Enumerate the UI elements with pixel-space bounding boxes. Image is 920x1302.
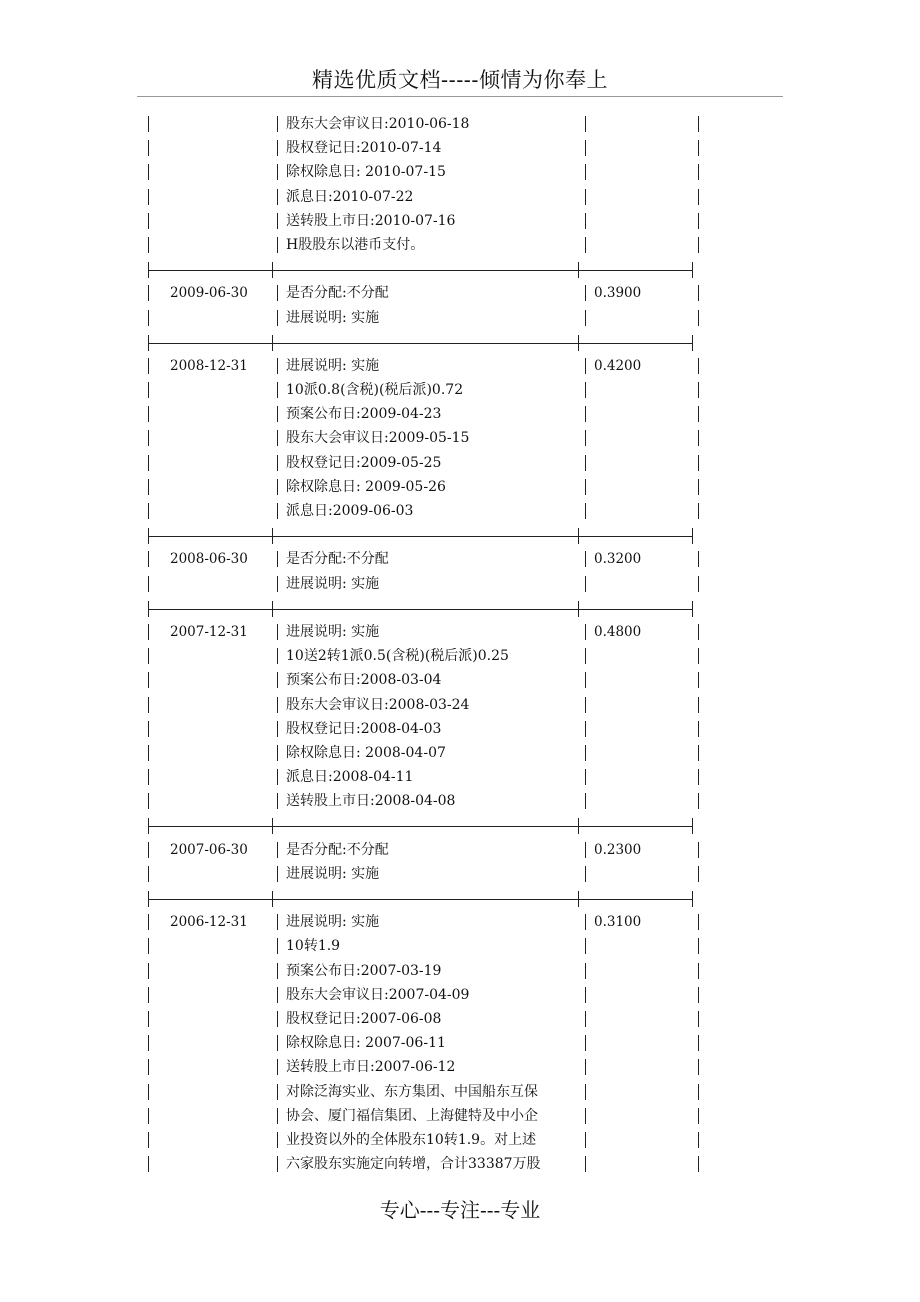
column-border	[698, 310, 699, 326]
distribution-note: 10送2转1派0.5(含税)(税后派)0.25	[286, 648, 509, 665]
column-border	[148, 1108, 149, 1124]
column-border	[148, 116, 149, 132]
distribution-note: 股东大会审议日:2007-04-09	[286, 986, 470, 1003]
report-date: 2008-06-30	[170, 551, 248, 568]
distribution-note: 是否分配:不分配	[286, 551, 389, 568]
column-border	[698, 1084, 699, 1100]
separator-tick	[148, 262, 149, 278]
column-border	[277, 310, 278, 326]
table-row	[0, 983, 920, 1007]
per-share-value: 0.4200	[594, 357, 642, 374]
column-border	[148, 672, 149, 688]
column-border	[277, 745, 278, 761]
column-border	[277, 551, 278, 567]
column-border	[698, 576, 699, 592]
column-border	[148, 503, 149, 519]
row-separator	[0, 257, 920, 281]
table-row	[0, 620, 920, 644]
table-row	[0, 934, 920, 958]
table-row	[0, 209, 920, 233]
distribution-note: 派息日:2008-04-11	[286, 769, 414, 786]
column-border	[277, 1132, 278, 1148]
column-border	[277, 382, 278, 398]
distribution-note: 除权除息日: 2007-06-11	[286, 1035, 446, 1052]
column-border	[148, 479, 149, 495]
table-row	[0, 1104, 920, 1128]
column-border	[698, 1108, 699, 1124]
distribution-note: 业投资以外的全体股东10转1.9。对上述	[286, 1131, 537, 1148]
distribution-note: 股东大会审议日:2010-06-18	[286, 116, 470, 132]
dividend-table	[0, 112, 920, 1176]
table-row	[0, 306, 920, 330]
separator-tick	[272, 335, 273, 351]
distribution-note: 股权登记日:2010-07-14	[286, 140, 442, 157]
column-border	[698, 430, 699, 446]
column-border	[277, 479, 278, 495]
table-row	[0, 136, 920, 160]
column-border	[148, 938, 149, 954]
distribution-note: 股东大会审议日:2008-03-24	[286, 696, 470, 713]
per-share-value: 0.4800	[594, 623, 642, 640]
column-border	[277, 358, 278, 374]
column-border	[148, 164, 149, 180]
column-border	[148, 285, 149, 301]
distribution-note: 六家股东实施定向转增，合计33387万股	[286, 1156, 541, 1173]
column-border	[148, 455, 149, 471]
column-border	[698, 914, 699, 930]
column-border	[277, 1059, 278, 1075]
distribution-note: H股股东以港币支付。	[286, 236, 425, 253]
table-row	[0, 789, 920, 813]
table-row	[0, 185, 920, 209]
table-row	[0, 644, 920, 668]
column-border	[277, 866, 278, 882]
distribution-note: 派息日:2010-07-22	[286, 188, 414, 205]
column-border	[277, 237, 278, 253]
row-separator	[0, 886, 920, 910]
table-row	[0, 741, 920, 765]
separator-tick	[272, 601, 273, 617]
column-border	[148, 1156, 149, 1172]
column-border	[698, 987, 699, 1003]
distribution-note: 协会、厦门福信集团、上海健特及中小企	[286, 1107, 538, 1124]
row-separator	[0, 596, 920, 620]
separator-tick	[692, 335, 693, 351]
column-border	[277, 624, 278, 640]
column-border	[698, 140, 699, 156]
column-border	[148, 551, 149, 567]
column-border	[277, 140, 278, 156]
column-border	[277, 648, 278, 664]
distribution-note: 10派0.8(含税)(税后派)0.72	[286, 382, 464, 399]
column-border	[277, 938, 278, 954]
distribution-note: 除权除息日: 2010-07-15	[286, 164, 446, 181]
separator-tick	[272, 528, 273, 544]
column-border	[698, 648, 699, 664]
distribution-note: 预案公布日:2008-03-04	[286, 672, 442, 689]
column-border	[148, 237, 149, 253]
column-border	[698, 358, 699, 374]
column-border	[698, 116, 699, 132]
column-border	[148, 406, 149, 422]
column-border	[698, 769, 699, 785]
column-border	[277, 697, 278, 713]
column-border	[698, 1156, 699, 1172]
separator-tick	[148, 818, 149, 834]
table-row	[0, 1055, 920, 1079]
column-border	[277, 672, 278, 688]
per-share-value: 0.3200	[594, 551, 642, 568]
report-date: 2009-06-30	[170, 285, 248, 302]
separator-line	[148, 609, 692, 610]
column-border	[148, 987, 149, 1003]
column-border	[148, 382, 149, 398]
column-border	[698, 745, 699, 761]
column-border	[698, 164, 699, 180]
column-border	[148, 697, 149, 713]
table-row	[0, 426, 920, 450]
column-border	[148, 842, 149, 858]
column-border	[277, 914, 278, 930]
column-border	[148, 769, 149, 785]
table-row	[0, 499, 920, 523]
column-border	[277, 1011, 278, 1027]
column-border	[148, 310, 149, 326]
column-border	[148, 1011, 149, 1027]
column-border	[277, 1108, 278, 1124]
separator-tick	[692, 262, 693, 278]
distribution-note: 送转股上市日:2008-04-08	[286, 793, 456, 810]
column-border	[148, 430, 149, 446]
table-row	[0, 1031, 920, 1055]
column-border	[148, 648, 149, 664]
distribution-note: 股权登记日:2008-04-03	[286, 720, 442, 737]
column-border	[277, 503, 278, 519]
distribution-note: 进展说明: 实施	[286, 865, 380, 882]
distribution-note: 进展说明: 实施	[286, 623, 380, 640]
separator-tick	[272, 818, 273, 834]
distribution-note: 除权除息日: 2009-05-26	[286, 478, 446, 495]
distribution-note: 送转股上市日:2007-06-12	[286, 1059, 456, 1076]
table-row	[0, 160, 920, 184]
column-border	[148, 1059, 149, 1075]
column-border	[148, 358, 149, 374]
separator-tick	[148, 601, 149, 617]
table-row	[0, 910, 920, 934]
column-border	[698, 963, 699, 979]
separator-tick	[272, 262, 273, 278]
table-row	[0, 378, 920, 402]
separator-line	[148, 826, 692, 827]
distribution-note: 派息日:2009-06-03	[286, 503, 414, 519]
column-border	[698, 213, 699, 229]
column-border	[148, 624, 149, 640]
separator-tick	[578, 528, 579, 544]
column-border	[698, 237, 699, 253]
report-date: 2007-06-30	[170, 841, 248, 858]
column-border	[698, 866, 699, 882]
column-border	[698, 189, 699, 205]
table-row	[0, 1007, 920, 1031]
column-border	[277, 406, 278, 422]
column-border	[277, 430, 278, 446]
table-row	[0, 717, 920, 741]
distribution-note: 是否分配:不分配	[286, 285, 389, 302]
table-row	[0, 862, 920, 886]
distribution-note: 对除泛海实业、东方集团、中国船东互保	[286, 1083, 538, 1100]
column-border	[148, 140, 149, 156]
column-border	[148, 189, 149, 205]
separator-tick	[692, 891, 693, 907]
column-border	[698, 672, 699, 688]
separator-line	[148, 270, 692, 271]
report-date: 2007-12-31	[170, 623, 248, 640]
separator-tick	[148, 335, 149, 351]
column-border	[148, 914, 149, 930]
separator-tick	[578, 335, 579, 351]
column-border	[277, 455, 278, 471]
distribution-note: 进展说明: 实施	[286, 914, 380, 931]
separator-tick	[692, 601, 693, 617]
distribution-note: 送转股上市日:2010-07-16	[286, 212, 456, 229]
column-border	[277, 213, 278, 229]
distribution-note: 是否分配:不分配	[286, 841, 389, 858]
column-border	[148, 213, 149, 229]
report-date: 2008-12-31	[170, 357, 248, 374]
separator-tick	[692, 818, 693, 834]
distribution-note: 预案公布日:2007-03-19	[286, 962, 442, 979]
column-border	[698, 938, 699, 954]
table-row	[0, 765, 920, 789]
distribution-note: 进展说明: 实施	[286, 357, 380, 374]
column-border	[277, 793, 278, 809]
table-row	[0, 693, 920, 717]
column-border	[277, 769, 278, 785]
column-border	[148, 1132, 149, 1148]
column-border	[277, 987, 278, 1003]
column-border	[698, 285, 699, 301]
page-footer: 专心---专注---专业	[379, 1198, 541, 1222]
table-row	[0, 572, 920, 596]
table-row	[0, 475, 920, 499]
table-row	[0, 959, 920, 983]
column-border	[698, 406, 699, 422]
row-separator	[0, 330, 920, 354]
column-border	[148, 963, 149, 979]
per-share-value: 0.3900	[594, 285, 642, 302]
column-border	[277, 1084, 278, 1100]
table-row	[0, 451, 920, 475]
table-row	[0, 1152, 920, 1176]
column-border	[698, 1059, 699, 1075]
distribution-note: 进展说明: 实施	[286, 309, 380, 326]
distribution-note: 股东大会审议日:2009-05-15	[286, 430, 470, 447]
page-header: 精选优质文档-----倾情为你奉上	[312, 68, 608, 92]
per-share-value: 0.2300	[594, 841, 642, 858]
distribution-note: 股权登记日:2009-05-25	[286, 454, 442, 471]
distribution-note: 除权除息日: 2008-04-07	[286, 744, 446, 761]
column-border	[277, 721, 278, 737]
column-border	[698, 624, 699, 640]
distribution-note: 进展说明: 实施	[286, 575, 380, 592]
table-row	[0, 112, 920, 136]
column-border	[277, 1035, 278, 1051]
column-border	[698, 1035, 699, 1051]
column-border	[698, 382, 699, 398]
separator-line	[148, 899, 692, 900]
table-row	[0, 1128, 920, 1152]
table-row	[0, 668, 920, 692]
table-row	[0, 402, 920, 426]
column-border	[148, 721, 149, 737]
column-border	[277, 576, 278, 592]
row-separator	[0, 813, 920, 837]
column-border	[277, 116, 278, 132]
column-border	[148, 1035, 149, 1051]
table-row	[0, 233, 920, 257]
column-border	[698, 479, 699, 495]
separator-tick	[272, 891, 273, 907]
column-border	[698, 1011, 699, 1027]
column-border	[277, 963, 278, 979]
separator-line	[148, 343, 692, 344]
column-border	[698, 793, 699, 809]
column-border	[277, 189, 278, 205]
table-row	[0, 281, 920, 305]
column-border	[698, 503, 699, 519]
per-share-value: 0.3100	[594, 914, 642, 931]
column-border	[277, 285, 278, 301]
column-border	[698, 697, 699, 713]
distribution-note: 股权登记日:2007-06-08	[286, 1010, 442, 1027]
column-border	[277, 1156, 278, 1172]
separator-tick	[578, 818, 579, 834]
separator-tick	[148, 528, 149, 544]
separator-tick	[578, 601, 579, 617]
column-border	[698, 721, 699, 737]
column-border	[698, 1132, 699, 1148]
column-border	[698, 455, 699, 471]
column-border	[698, 842, 699, 858]
separator-tick	[578, 891, 579, 907]
column-border	[148, 1084, 149, 1100]
separator-tick	[148, 891, 149, 907]
distribution-note: 10转1.9	[286, 938, 341, 955]
separator-line	[148, 536, 692, 537]
column-border	[148, 576, 149, 592]
column-border	[148, 745, 149, 761]
column-border	[148, 793, 149, 809]
column-border	[277, 164, 278, 180]
column-border	[698, 551, 699, 567]
row-separator	[0, 523, 920, 547]
table-row	[0, 547, 920, 571]
report-date: 2006-12-31	[170, 914, 248, 931]
table-row	[0, 838, 920, 862]
distribution-note: 预案公布日:2009-04-23	[286, 406, 442, 423]
table-row	[0, 1080, 920, 1104]
header-divider	[137, 96, 783, 97]
table-row	[0, 354, 920, 378]
column-border	[148, 866, 149, 882]
separator-tick	[692, 528, 693, 544]
column-border	[277, 842, 278, 858]
separator-tick	[578, 262, 579, 278]
